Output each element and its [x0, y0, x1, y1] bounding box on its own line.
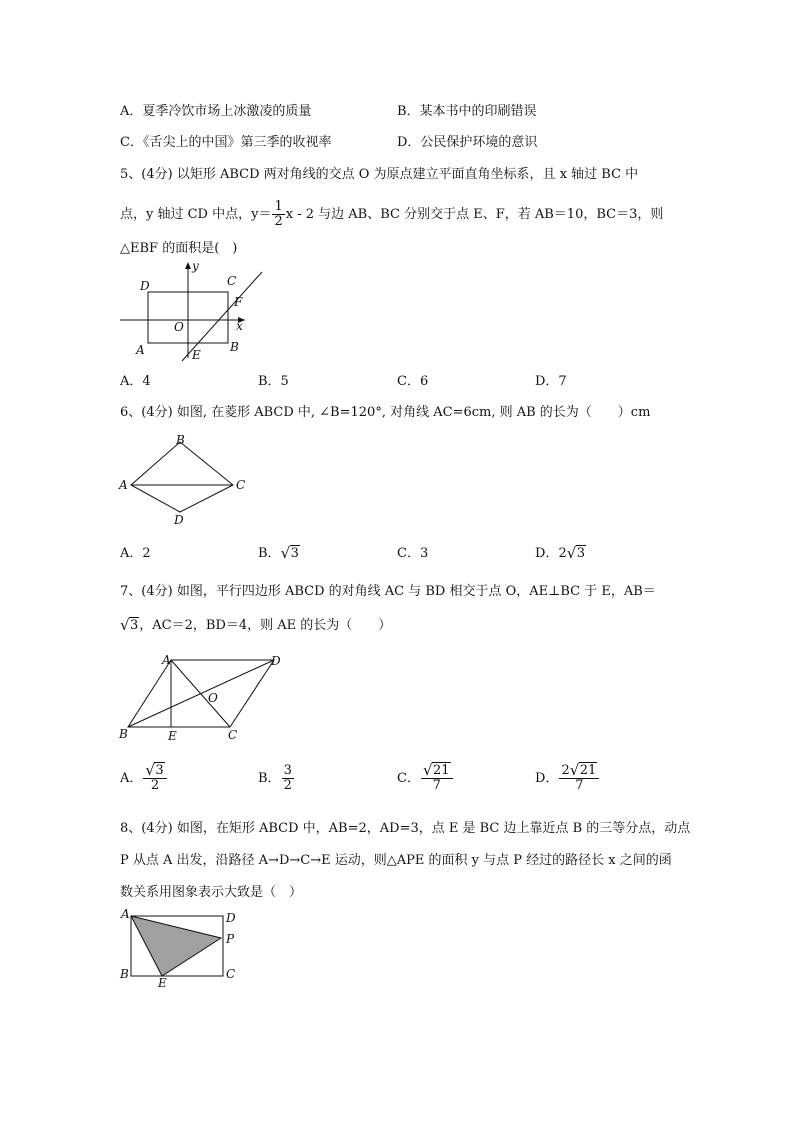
q6-label-b: B [176, 433, 185, 447]
q7-text-line1: 7、(4分) 如图，平行四边形 ABCD 的对角线 AC 与 BD 相交于点 O，AE⊥BC 于 E，AB＝ [120, 584, 656, 599]
q7-option-c-label: C． [397, 771, 420, 786]
q6-label-a: A [119, 478, 128, 492]
q8-label-b: B [120, 967, 129, 981]
q6-label-d: D [174, 513, 184, 527]
q7-option-d-coef: 2 [561, 763, 570, 778]
q5-option-b: B．5 [258, 374, 289, 389]
q6-option-d-label: D． [535, 546, 559, 561]
q6-option-a-label: A． [120, 546, 143, 561]
q7-option-a-den: 2 [150, 778, 160, 793]
q4-option-c: C．《舌尖上的中国》第三季的收视率 [120, 135, 332, 150]
q7-option-a-label: A． [120, 771, 143, 786]
q6-rhombus [131, 442, 233, 512]
q7-option-a-radicand: 3 [155, 763, 164, 778]
q8-label-p: P [226, 932, 235, 946]
q5-option-c: C．6 [397, 374, 429, 389]
q5-frac-num: 1 [274, 199, 283, 214]
q7-option-c-den: 7 [432, 778, 441, 793]
q7-sqrt-ab-radicand: 3 [130, 618, 139, 633]
q8-label-a: A [121, 907, 130, 921]
q8-label-c: C [226, 967, 236, 981]
q4-option-a: A．夏季冷饮市场上冰激凌的质量 [120, 104, 312, 119]
q6-label-c: C [236, 478, 246, 492]
q5-text-line1: 5、(4分) 以矩形 ABCD 两对角线的交点 O 为原点建立平面直角坐标系，且 x 轴过 BC 中 [120, 167, 639, 182]
q7-figure [116, 650, 296, 745]
q5-label-y: y [192, 259, 199, 273]
q8-shaded-triangle [131, 916, 221, 976]
q7-option-d-radicand: 21 [579, 763, 597, 778]
q5-text-part1: 点，y 轴过 CD 中点，y＝ [120, 207, 272, 222]
q5-option-d: D．7 [535, 374, 567, 389]
q7-option-a [120, 764, 168, 793]
q7-option-b-den: 2 [283, 778, 292, 793]
q7-text-line2 [120, 617, 391, 635]
q5-label-b: B [230, 340, 239, 354]
q7-option-a-frac [143, 764, 166, 793]
q6-figure [116, 430, 256, 530]
q8-figure [116, 908, 246, 993]
q6-option-c-value: 3 [419, 546, 429, 561]
q8-text-line1: 8、(4分) 如图，在矩形 ABCD 中，AB=2，AD=3，点 E 是 BC 边上靠近点 B 的三等分点，动点 [120, 821, 691, 836]
q7-option-d [535, 764, 600, 793]
q7-label-o: O [208, 691, 218, 705]
q5-option-a: A．4 [120, 374, 151, 389]
q6-option-d-radicand: 3 [576, 546, 585, 561]
q8-text-line3: 数关系用图象表示大致是（ ） [120, 885, 303, 900]
q5-text-line3: △EBF 的面积是( ) [120, 241, 238, 256]
q7-label-c: C [228, 728, 238, 742]
q5-text-part2: x - 2 与边 AB、BC 分别交于点 E、F，若 AB＝10，BC＝3，则 [285, 207, 664, 222]
q6-option-a-value: 2 [142, 546, 151, 561]
q7-option-d-frac [559, 764, 599, 793]
q7-label-e: E [168, 729, 177, 743]
q8-label-e: E [158, 976, 167, 990]
q6-option-c-label: C． [397, 546, 420, 561]
q6-option-b-radicand: 3 [290, 546, 299, 561]
q4-option-d: D．公民保护环境的意识 [397, 135, 538, 150]
q7-option-d-num [559, 764, 599, 779]
q7-option-c-num [421, 764, 453, 779]
q7-option-b-num: 3 [283, 763, 292, 778]
q7-label-a: A [162, 653, 171, 667]
q6-option-d-coef: 2 [558, 546, 567, 561]
q5-label-x: x [236, 319, 243, 333]
q5-label-f: F [234, 295, 243, 309]
q7-option-b-label: B． [258, 771, 281, 786]
q7-option-c-frac [421, 764, 453, 793]
q7-option-d-den: 7 [575, 778, 584, 793]
q7-option-d-label: D． [535, 771, 559, 786]
q5-text-line2 [120, 200, 663, 229]
q5-label-a: A [136, 343, 145, 357]
q7-option-b-frac [282, 764, 294, 793]
q4-option-b: B．某本书中的印刷错误 [397, 104, 537, 119]
q7-label-d: D [271, 654, 281, 668]
q5-label-c: C [227, 274, 237, 288]
q5-frac-den: 2 [274, 214, 283, 229]
q6-option-d [535, 545, 586, 563]
q6-text-line1: 6、(4分) 如图, 在菱形 ABCD 中, ∠B=120°, 对角线 AC=6cm, 则 AB 的长为（ ）cm [120, 405, 651, 420]
q7-option-a-num [143, 764, 166, 779]
q5-label-o: O [174, 320, 184, 334]
q7-label-b: B [119, 727, 128, 741]
q6-option-b-label: B． [258, 546, 281, 561]
q8-label-d: D [226, 911, 236, 925]
q7-option-c-radicand: 21 [432, 763, 450, 778]
q5-y-arrow [185, 262, 191, 269]
q6-option-b-sqrt [281, 545, 300, 563]
q6-option-d-sqrt [567, 545, 586, 563]
q7-option-b [258, 764, 295, 793]
q7-option-c [397, 764, 454, 793]
q6-option-c [397, 545, 428, 563]
q7-sqrt-ab [120, 617, 139, 635]
q5-label-d: D [140, 279, 150, 293]
q8-text-line2: P 从点 A 出发，沿路径 A→D→C→E 运动，则△APE 的面积 y 与点 P 经过的路径长 x 之间的函 [120, 853, 672, 868]
q6-option-a [120, 545, 151, 563]
q7-text-line2-rest: ，AC＝2，BD＝4，则 AE 的长为（ ） [139, 618, 392, 633]
q6-option-b [258, 545, 300, 563]
q5-fraction [272, 200, 284, 229]
q5-label-e: E [192, 348, 201, 362]
q5-figure [110, 258, 280, 368]
